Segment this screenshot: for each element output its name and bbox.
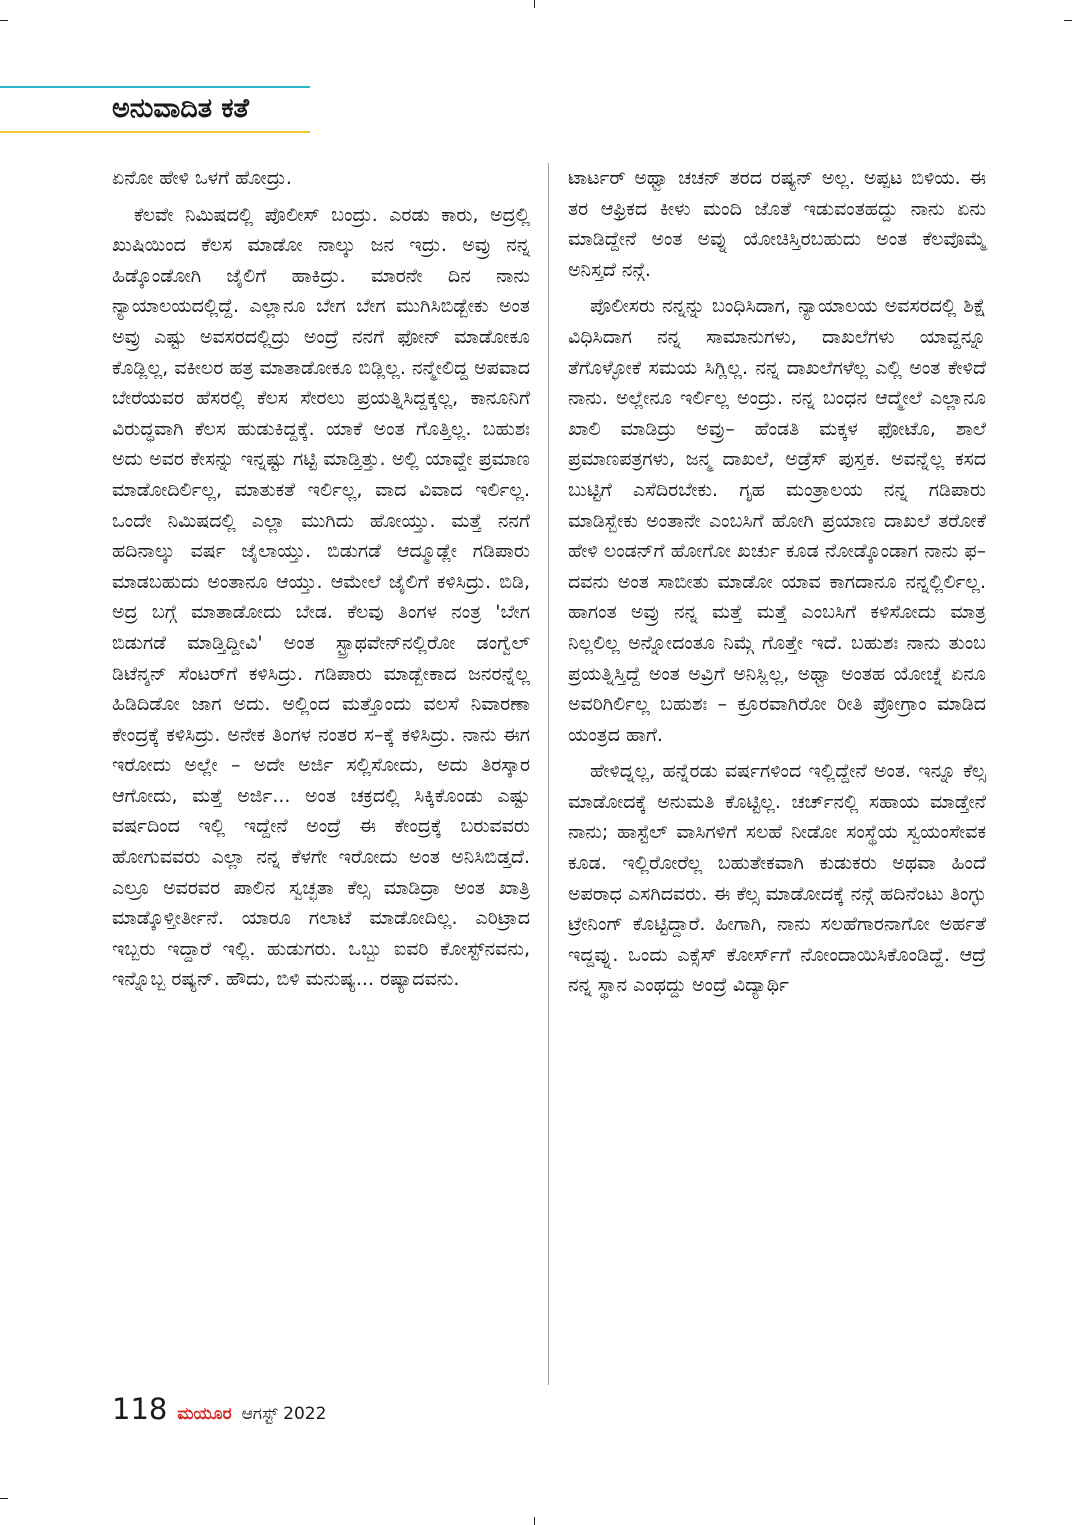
crop-mark-bottom-left [0, 1498, 8, 1499]
paragraph: ಕೆಲವೇ ನಿಮಿಷದಲ್ಲಿ ಪೊಲೀಸ್ ಬಂದ್ರು. ಎರಡು ಕಾರು, ಅದ್ರಲ್ಲಿ ಖುಷಿಯಿಂದ ಕೆಲಸ ಮಾಡೋ ನಾಲ್ಕು ಜನ ಇದ್ರು. ಅವ್ರು ನನ್ನ ಹಿಡ್ಕೊಂಡೋಗಿ ಜೈಲಿಗೆ ಹಾಕಿದ್ರು. ಮಾರನೇ ದಿನ ನಾನು ನ್ಯಾಯಾಲಯದಲ್ಲಿದ್ದೆ. ಎಲ್ಲಾನೂ ಬೇಗ ಬೇಗ ಮುಗಿಸಿಬಿಡ್ಬೇಕು ಅಂತ ಅವ್ರು ಎಷ್ಟು ಅವಸರದಲ್ಲಿದ್ರು ಅಂದ್ರೆ ನನಗೆ ಫೋನ್ ಮಾಡೋಕೂ ಕೊಡ್ಲಿಲ್ಲ, ವಕೀಲರ ಹತ್ರ ಮಾತಾಡೋಕೂ ಬಿಡ್ಲಿಲ್ಲ. ನನ್ಮೇಲಿದ್ದ ಅಪವಾದ ಬೇರೆಯವರ ಹೆಸರಲ್ಲಿ ಕೆಲಸ ಸೇರಲು ಪ್ರಯತ್ನಿಸಿದ್ದಕ್ಕಲ್ಲ, ಕಾನೂನಿಗೆ ವಿರುದ್ಧವಾಗಿ ಕೆಲಸ ಹುಡುಕಿದ್ದಕ್ಕೆ. ಯಾಕೆ ಅಂತ ಗೊತ್ತಿಲ್ಲ. ಬಹುಶಃ ಅದು ಅವರ ಕೇಸನ್ನು ಇನ್ನಷ್ಟು ಗಟ್ಟಿ ಮಾಡ್ತಿತ್ತು. ಅಲ್ಲಿ ಯಾವ್ದೇ ಪ್ರಮಾಣ ಮಾಡೋದಿರ್ಲಿಲ್ಲ, ಮಾತುಕತೆ ಇರ್ಲಿಲ್ಲ, ವಾದ ವಿವಾದ ಇರ್ಲಿಲ್ಲ. ಒಂದೇ ನಿಮಿಷದಲ್ಲಿ ಎಲ್ಲಾ ಮುಗಿದು ಹೋಯ್ತು. ಮತ್ತೆ ನನಗೆ ಹದಿನಾಲ್ಕು ವರ್ಷ ಜೈಲಾಯ್ತು. ಬಿಡುಗಡೆ ಆದ್ಮೂಡ್ಲೇ ಗಡಿಪಾರು ಮಾಡಬಹುದು ಅಂತಾನೂ ಆಯ್ತು. ಆಮೇಲೆ ಜೈಲಿಗೆ ಕಳಿಸಿದ್ರು. ಬಿಡಿ, ಅದ್ರ ಬಗ್ಗೆ ಮಾತಾಡೋದು ಬೇಡ. ಕೆಲವು ತಿಂಗಳ ನಂತ್ರ 'ಬೇಗ ಬಿಡುಗಡೆ ಮಾಡ್ತಿದ್ದೀವಿ' ಅಂತ ಸ್ಟ್ರಾಥವೇನ್‌ನಲ್ಲಿರೋ ಡಂಗ್ವೆಲ್ ಡಿಟೆನ್ಶನ್ ಸೆಂಟರ್‌ಗೆ ಕಳಿಸಿದ್ರು. ಗಡಿಪಾರು ಮಾಡ್ಬೇಕಾದ ಜನರನ್ನೆಲ್ಲ ಹಿಡಿದಿಡೋ ಜಾಗ ಅದು. ಅಲ್ಲಿಂದ ಮತ್ತೊಂದು ವಲಸೆ ನಿವಾರಣಾ ಕೇಂದ್ರಕ್ಕೆ ಕಳಿಸಿದ್ರು. ಅನೇಕ ತಿಂಗಳ ನಂತರ ಸ–ಕ್ಕೆ ಕಳಿಸಿದ್ರು. ನಾನು ಈಗ ಇರೋದು ಅಲ್ಲೇ – ಅದೇ ಅರ್ಜಿ ಸಲ್ಲಿಸೋದು, ಅದು ತಿರಸ್ಕಾರ ಆಗೋದು, ಮತ್ತೆ ಅರ್ಜಿ... ಅಂತ ಚಕ್ರದಲ್ಲಿ ಸಿಕ್ಕಿಕೊಂಡು ಎಷ್ಟು ವರ್ಷದಿಂದ ಇಲ್ಲಿ ಇದ್ದೇನೆ ಅಂದ್ರೆ ಈ ಕೇಂದ್ರಕ್ಕೆ ಬರುವವರು ಹೋಗುವವರು ಎಲ್ಲಾ ನನ್ನ ಕೆಳಗೇ ಇರೋದು ಅಂತ ಅನಿಸಿಬಿಡ್ತದೆ. ಎಲ್ರೂ ಅವರವರ ಪಾಲಿನ ಸ್ವಚ್ಛತಾ ಕೆಲ್ಸ ಮಾಡಿದ್ರಾ ಅಂತ ಖಾತ್ರಿ ಮಾಡ್ಕೊಳ್ತೀರ್ತೀನೆ. ಯಾರೂ ಗಲಾಟೆ ಮಾಡೋದಿಲ್ಲ. ಎರಿಟ್ರಾದ ಇಬ್ಬರು ಇದ್ದಾರೆ ಇಲ್ಲಿ. ಹುಡುಗರು. ಒಬ್ಬು ಐವರಿ ಕೋಸ್ಟ್‌ನವನು, ಇನ್ನೊಬ್ಬ ರಷ್ಯನ್. ಹೌದು, ಬಿಳಿ ಮನುಷ್ಯ... ರಷ್ಯಾದವನು. [112, 203, 530, 991]
page-footer [112, 1392, 326, 1432]
article-column-left [112, 163, 530, 1001]
crop-mark-top-right [1064, 20, 1072, 21]
magazine-name: ಮಯೂರ [177, 1404, 232, 1424]
crop-mark-bottom-center [534, 1517, 535, 1525]
crop-mark-top-left [0, 20, 8, 21]
paragraph: ಪೊಲೀಸರು ನನ್ನನ್ನು ಬಂಧಿಸಿದಾಗ, ನ್ಯಾಯಾಲಯ ಅವಸರದಲ್ಲಿ ಶಿಕ್ಷೆ ವಿಧಿಸಿದಾಗ ನನ್ನ ಸಾಮಾನುಗಳು, ದಾಖಲೆಗಳು ಯಾವ್ದನ್ನೂ ತೆಗೊಳ್ಳೋಕೆ ಸಮಯ ಸಿಗ್ಲಿಲ್ಲ. ನನ್ನ ದಾಖಲೆಗಳೆಲ್ಲ ಎಲ್ಲಿ ಅಂತ ಕೇಳಿದೆ ನಾನು. ಅಲ್ಲೇನೂ ಇರ್ಲಿಲ್ಲ ಅಂದ್ರು. ನನ್ನ ಬಂಧನ ಆದ್ಮೇಲೆ ಎಲ್ಲಾನೂ ಖಾಲಿ ಮಾಡಿದ್ರು ಅವ್ರು– ಹೆಂಡತಿ ಮಕ್ಕಳ ಫೋಟೊ, ಶಾಲೆ ಪ್ರಮಾಣಪತ್ರಗಳು, ಜನ್ಮ ದಾಖಲೆ, ಅಡ್ರೆಸ್ ಪುಸ್ತಕ. ಅವನ್ನೆಲ್ಲ ಕಸದ ಬುಟ್ಟಿಗೆ ಎಸೆದಿರಬೇಕು. ಗೃಹ ಮಂತ್ರಾಲಯ ನನ್ನ ಗಡಿಪಾರು ಮಾಡಿಸ್ಬೇಕು ಅಂತಾನೇ ಎಂಬಸಿಗೆ ಹೋಗಿ ಪ್ರಯಾಣ ದಾಖಲೆ ತರೋಕೆ ಹೇಳಿ ಲಂಡನ್‌ಗೆ ಹೋಗೋ ಖರ್ಚು ಕೂಡ ನೋಡ್ಕೊಂಡಾಗ ನಾನು ಫ–ದವನು ಅಂತ ಸಾಬೀತು ಮಾಡೋ ಯಾವ ಕಾಗದಾನೂ ನನ್ನಲ್ಲಿರ್ಲಿಲ್ಲ. ಹಾಗಂತ ಅವ್ರು ನನ್ನ ಮತ್ತೆ ಮತ್ತೆ ಎಂಬಸಿಗೆ ಕಳಿಸೋದು ಮಾತ್ರ ನಿಲ್ಲಲಿಲ್ಲ ಅನ್ನೋದಂತೂ ನಿಮ್ಗೆ ಗೊತ್ತೇ ಇದೆ. ಬಹುಶಃ ನಾನು ತುಂಬ ಪ್ರಯತ್ನಿಸ್ತಿದ್ದೆ ಅಂತ ಅವ್ರಿಗೆ ಅನಿಸ್ಲಿಲ್ಲ, ಅಥ್ವಾ ಅಂತಹ ಯೋಚ್ನೆ ಏನೂ ಅವರಿಗಿರ್ಲಿಲ್ಲ ಬಹುಶಃ – ಕ್ರೂರವಾಗಿರೋ ರೀತಿ ಪ್ರೋಗ್ರಾಂ ಮಾಡಿದ ಯಂತ್ರದ ಹಾಗೆ. [568, 295, 986, 746]
header-rule-yellow [0, 131, 310, 133]
column-divider [548, 163, 549, 1385]
page-number: 118 [112, 1392, 168, 1426]
paragraph: ಟಾರ್ಟರ್ ಅಥ್ವಾ ಚಚನ್ ತರದ ರಷ್ಯನ್ ಅಲ್ಲ. ಅಪ್ಪಟ ಬಿಳಿಯ. ಈ ತರ ಆಫ್ರಿಕದ ಕೀಳು ಮಂದಿ ಜೊತೆ ಇಡುವಂತಹದ್ದು ನಾನು ಏನು ಮಾಡಿದ್ದೇನೆ ಅಂತ ಅವ್ನು ಯೋಚಿಸ್ತಿರಬಹುದು ಅಂತ ಕೆಲವೊಮ್ಮೆ ಅನಿಸ್ತದೆ ನನ್ಗೆ. [568, 167, 986, 281]
crop-mark-top-center [534, 0, 535, 8]
paragraph: ಏನೋ ಹೇಳಿ ಒಳಗೆ ಹೋದ್ರು. [112, 167, 292, 189]
article-column-right [568, 163, 986, 1007]
paragraph: ಹೇಳಿದ್ನಲ್ಲ, ಹನ್ನೆರಡು ವರ್ಷಗಳಿಂದ ಇಲ್ಲಿದ್ದೇನೆ ಅಂತ. ಇನ್ನೂ ಕೆಲ್ಸ ಮಾಡೋದಕ್ಕೆ ಅನುಮತಿ ಕೊಟ್ಟಿಲ್ಲ. ಚರ್ಚ್‌ನಲ್ಲಿ ಸಹಾಯ ಮಾಡ್ತೇನೆ ನಾನು; ಹಾಸ್ಟೆಲ್ ವಾಸಿಗಳಿಗೆ ಸಲಹೆ ನೀಡೋ ಸಂಸ್ಥೆಯ ಸ್ವಯಂಸೇವಕ ಕೂಡ. ಇಲ್ಲಿರೋರೆಲ್ಲ ಬಹುತೇಕವಾಗಿ ಕುಡುಕರು ಅಥವಾ ಹಿಂದೆ ಅಪರಾಧ ಎಸಗಿದವರು. ಈ ಕೆಲ್ಸ ಮಾಡೋದಕ್ಕೆ ನನ್ಗೆ ಹದಿನೆಂಟು ತಿಂಗ್ಳು ಟ್ರೇನಿಂಗ್ ಕೊಟ್ಟಿದ್ದಾರೆ. ಹೀಗಾಗಿ, ನಾನು ಸಲಹೆಗಾರನಾಗೋ ಅರ್ಹತೆ ಇದ್ದವ್ನು. ಒಂದು ಎಕ್ಸೆಸ್ ಕೋರ್ಸ್‌ಗೆ ನೋಂದಾಯಿಸಿಕೊಂಡಿದ್ದೆ. ಆದ್ರೆ ನನ್ನ ಸ್ಥಾನ ಎಂಥದ್ದು ಅಂದ್ರೆ ವಿದ್ಯಾರ್ಥಿ [568, 760, 986, 997]
issue-date: ಆಗಸ್ಟ್ 2022 [241, 1404, 327, 1424]
header-rule-teal [0, 86, 310, 88]
section-title: ಅನುವಾದಿತ ಕತೆ [112, 93, 249, 124]
